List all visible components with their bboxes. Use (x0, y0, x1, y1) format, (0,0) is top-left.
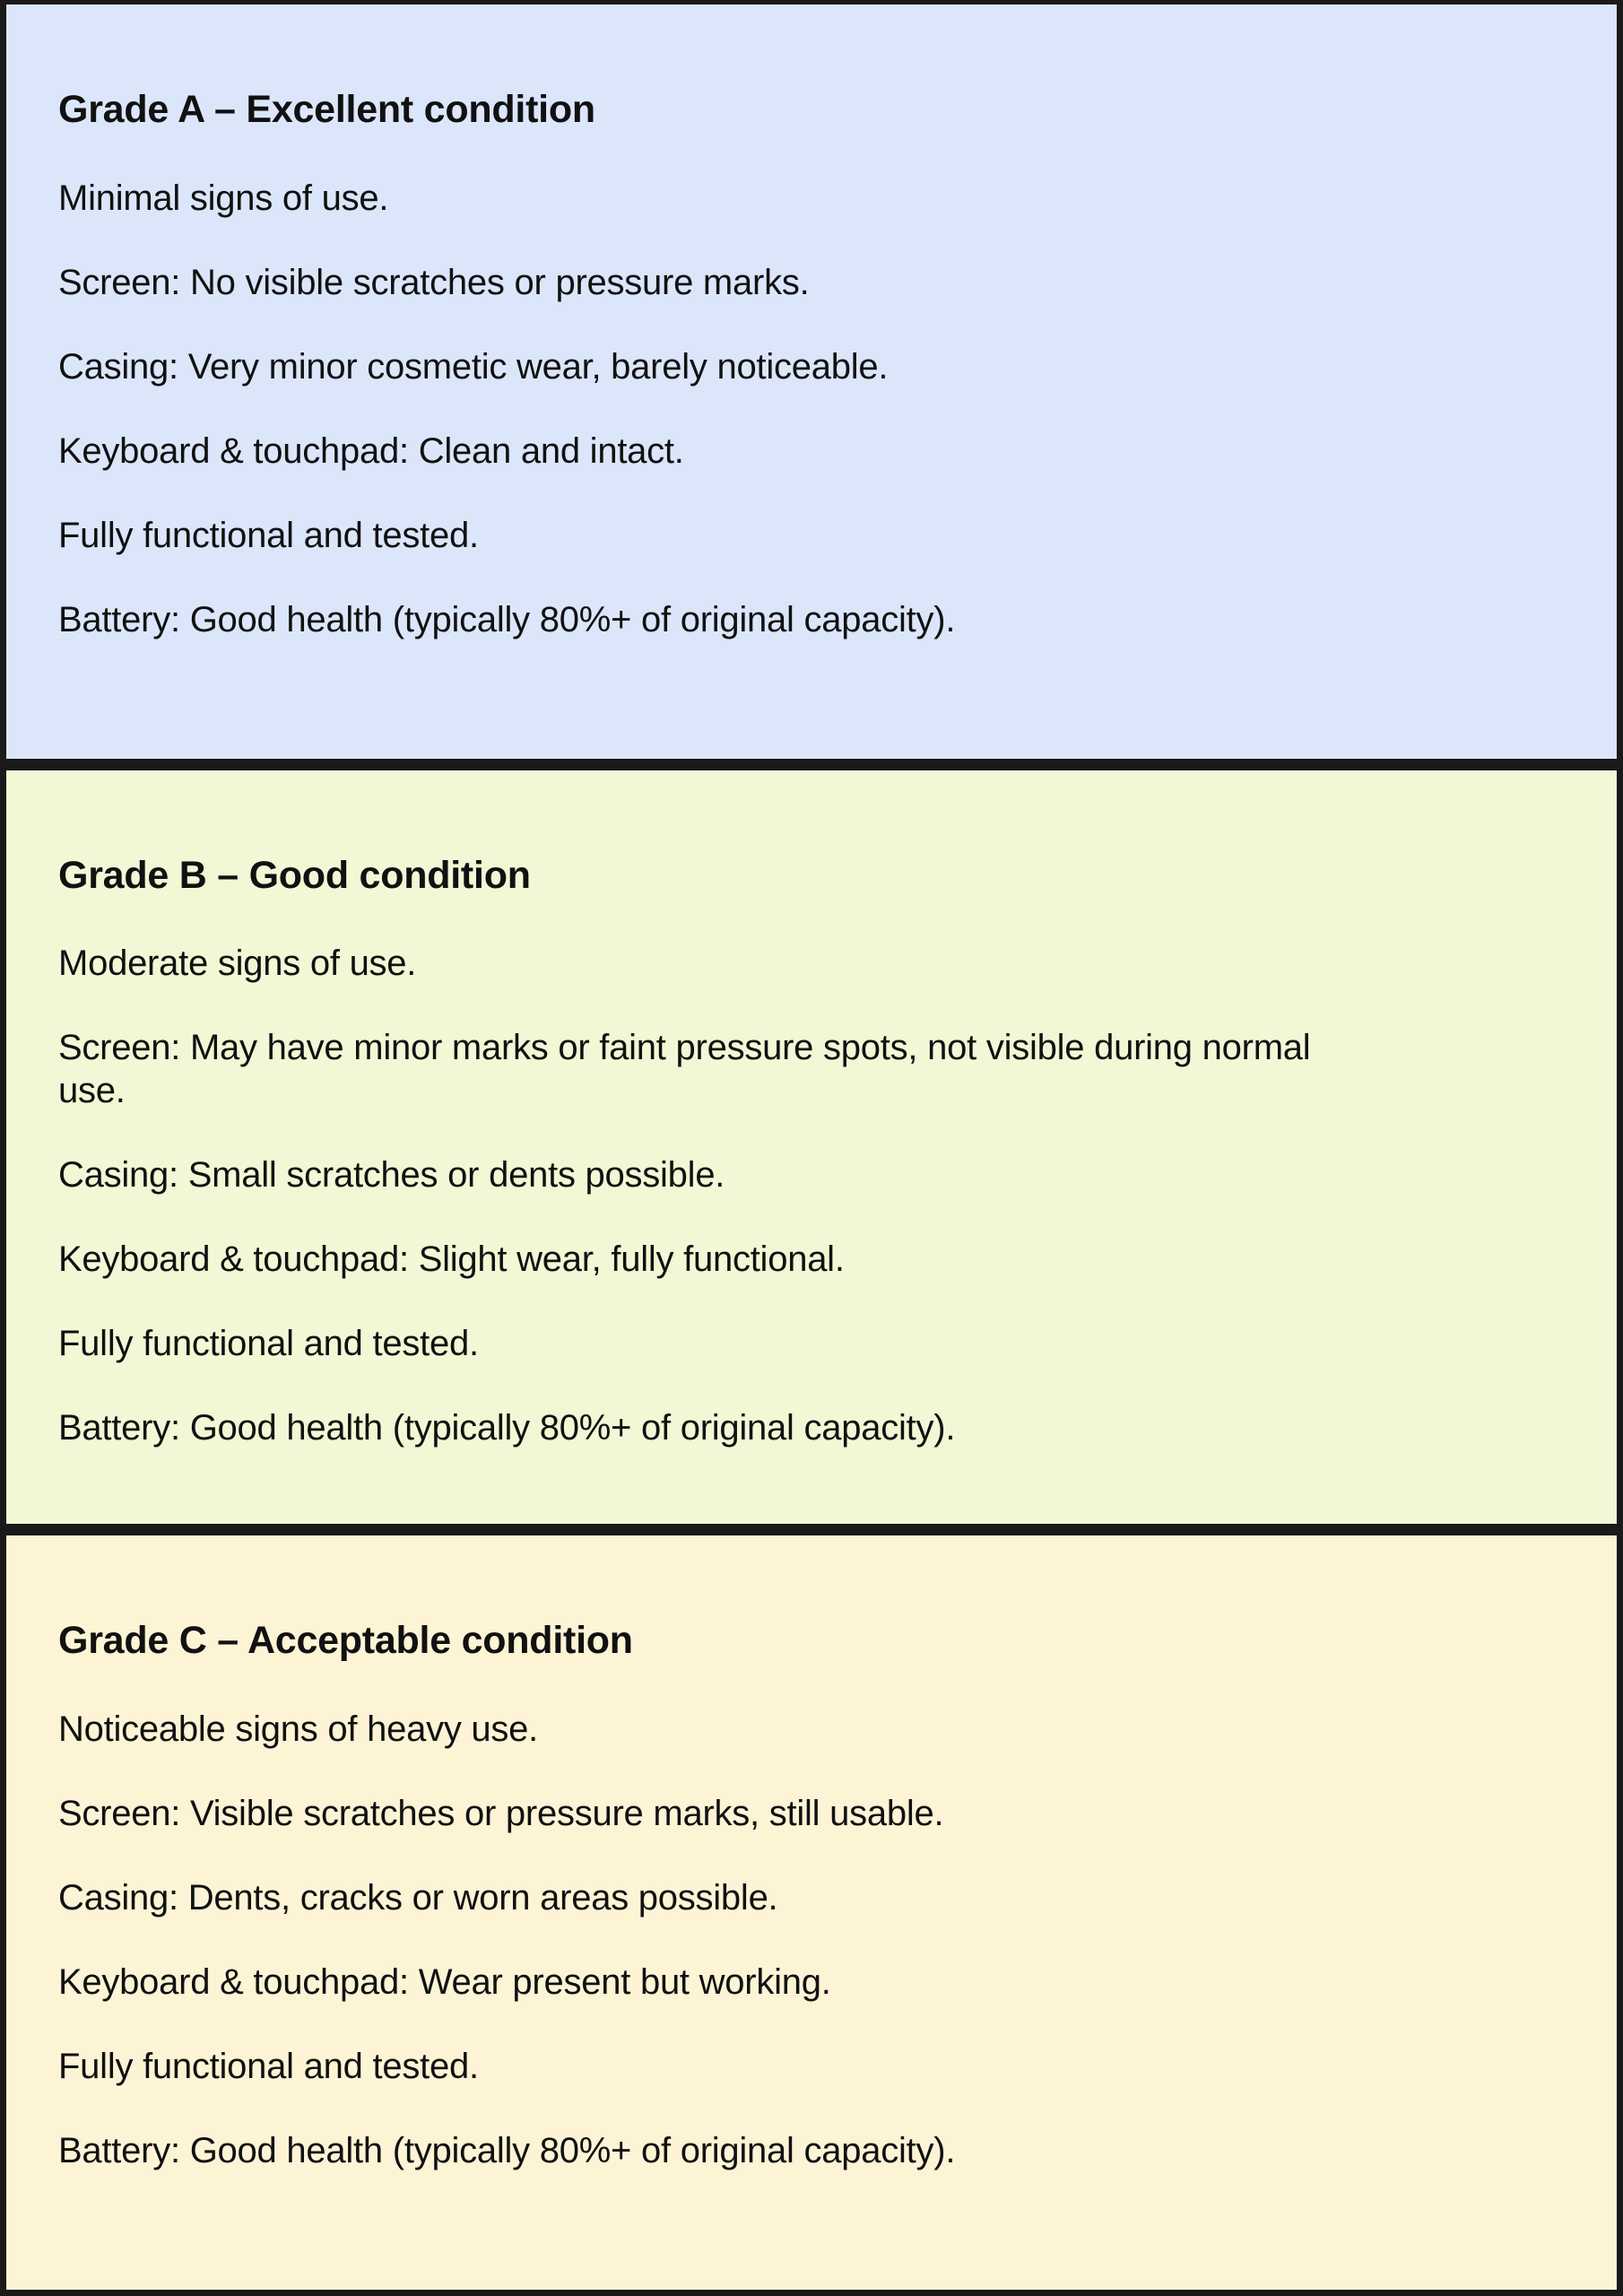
condition-line: Casing: Dents, cracks or worn areas possible. (58, 1877, 778, 1918)
grade-a-section (6, 4, 1617, 759)
grade-b-title: Grade B – Good condition (58, 853, 531, 897)
grade-c-title: Grade C – Acceptable condition (58, 1619, 633, 1663)
grade-a-conditions (58, 177, 1563, 641)
grade-a-title: Grade A – Excellent condition (58, 88, 595, 131)
condition-line: Fully functional and tested. (58, 2046, 479, 2086)
condition-line: Keyboard & touchpad: Slight wear, fully functional. (58, 1239, 845, 1280)
condition-line: Battery: Good health (typically 80%+ of original capacity). (58, 599, 956, 639)
condition-line: Noticeable signs of heavy use. (58, 1709, 539, 1749)
grade-b-conditions (58, 942, 1563, 1449)
condition-line: Keyboard & touchpad: Clean and intact. (58, 430, 684, 471)
condition-line: Screen: May have minor marks or faint pressure spots, not visible during normal use. (58, 1028, 1311, 1111)
condition-line: Minimal signs of use. (58, 178, 389, 218)
condition-line: Battery: Good health (typically 80%+ of original capacity). (58, 1408, 956, 1448)
grade-b-section (6, 770, 1617, 1525)
grade-c-section (6, 1535, 1617, 2290)
condition-line: Casing: Very minor cosmetic wear, barely noticeable. (58, 346, 889, 387)
condition-line: Screen: No visible scratches or pressure marks. (58, 262, 810, 302)
grade-c-conditions (58, 1708, 1563, 2172)
condition-line: Fully functional and tested. (58, 1324, 479, 1364)
condition-line: Casing: Small scratches or dents possible. (58, 1155, 725, 1196)
condition-line: Moderate signs of use. (58, 944, 417, 984)
condition-line: Fully functional and tested. (58, 515, 479, 555)
condition-line: Screen: Visible scratches or pressure marks, still usable. (58, 1793, 944, 1833)
condition-line: Battery: Good health (typically 80%+ of original capacity). (58, 2130, 956, 2170)
condition-line: Keyboard & touchpad: Wear present but working. (58, 1961, 831, 2002)
